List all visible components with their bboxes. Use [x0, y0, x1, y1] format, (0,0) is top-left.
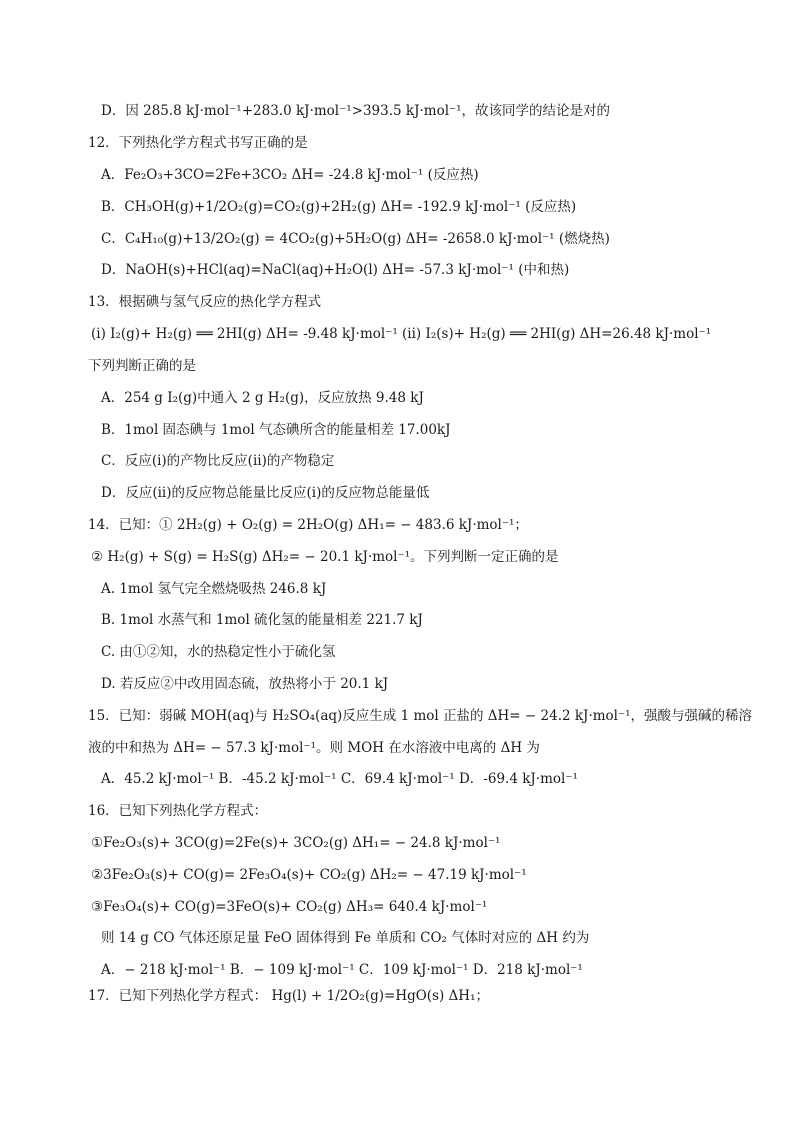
- q16-stem: 16．已知下列热化学方程式：: [88, 803, 268, 819]
- q14-option-a: A. 1mol 氢气完全燃烧吸热 246.8 kJ: [101, 581, 327, 597]
- q15-stem-cont: 液的中和热为 ΔH= − 57.3 kJ·mol⁻¹。则 MOH 在水溶液中电离的 ΔH 为: [88, 740, 540, 756]
- q13-stem: 13．根据碘与氢气反应的热化学方程式: [88, 294, 322, 310]
- q13-option-b: B．1mol 固态碘与 1mol 气态碘所含的能量相差 17.00kJ: [101, 422, 451, 438]
- q13-option-a: A．254 g I₂(g)中通入 2 g H₂(g)，反应放热 9.48 kJ: [101, 390, 424, 406]
- q15-options: A．45.2 kJ·mol⁻¹ B．-45.2 kJ·mol⁻¹ C．69.4 kJ·mol⁻¹ D．-69.4 kJ·mol⁻¹: [101, 771, 578, 787]
- q17-stem: 17．已知下列热化学方程式： Hg(l) + 1/2O₂(g)=HgO(s) ΔH₁；: [88, 988, 489, 1004]
- q12-option-d: D．NaOH(s)+HCl(aq)=NaCl(aq)+H₂O(l) ΔH= -57.3 kJ·mol⁻¹ (中和热): [101, 262, 570, 278]
- q16-equation-3: ③Fe₃O₄(s)+ CO(g)=3FeO(s)+ CO₂(g) ΔH₃= 640.4 kJ·mol⁻¹: [91, 899, 488, 915]
- q14-option-c: C. 由①②知，水的热稳定性小于硫化氢: [101, 644, 336, 660]
- q13-option-d: D．反应(ii)的反应物总能量比反应(i)的反应物总能量低: [101, 485, 430, 501]
- q14-option-d: D. 若反应②中改用固态硫，放热将小于 20.1 kJ: [101, 676, 389, 692]
- q16-options: A．− 218 kJ·mol⁻¹ B．− 109 kJ·mol⁻¹ C．109 kJ·mol⁻¹ D．218 kJ·mol⁻¹: [101, 962, 583, 978]
- q16-equation-2: ②3Fe₂O₃(s)+ CO(g)= 2Fe₃O₄(s)+ CO₂(g) ΔH₂= − 47.19 kJ·mol⁻¹: [91, 867, 527, 883]
- q11-option-d: D．因 285.8 kJ·mol⁻¹+283.0 kJ·mol⁻¹>393.5 kJ·mol⁻¹，故该同学的结论是对的: [101, 103, 611, 119]
- q12-option-a: A．Fe₂O₃+3CO=2Fe+3CO₂ ΔH= -24.8 kJ·mol⁻¹ (反应热): [101, 167, 479, 183]
- q16-question: 则 14 g CO 气体还原足量 FeO 固体得到 Fe 单质和 CO₂ 气体时对应的 ΔH 约为: [101, 930, 590, 946]
- q13-prompt: 下列判断正确的是: [88, 358, 196, 374]
- q15-stem: 15．已知：弱碱 MOH(aq)与 H₂SO₄(aq)反应生成 1 mol 正盐的 ΔH= − 24.2 kJ·mol⁻¹，强酸与强碱的稀溶: [88, 708, 753, 724]
- q12-option-c: C．C₄H₁₀(g)+13/2O₂(g) = 4CO₂(g)+5H₂O(g) ΔH= -2658.0 kJ·mol⁻¹ (燃烧热): [101, 231, 610, 247]
- q12-stem: 12．下列热化学方程式书写正确的是: [88, 135, 308, 151]
- q14-stem: 14．已知：① 2H₂(g) + O₂(g) = 2H₂O(g) ΔH₁= − 483.6 kJ·mol⁻¹；: [88, 517, 528, 533]
- q12-option-b: B．CH₃OH(g)+1/2O₂(g)=CO₂(g)+2H₂(g) ΔH= -192.9 kJ·mol⁻¹ (反应热): [101, 199, 577, 215]
- q16-equation-1: ①Fe₂O₃(s)+ 3CO(g)=2Fe(s)+ 3CO₂(g) ΔH₁= − 24.8 kJ·mol⁻¹: [91, 835, 501, 851]
- q13-equations: (i) I₂(g)+ H₂(g) ══ 2HI(g) ΔH= -9.48 kJ·mol⁻¹ (ii) I₂(s)+ H₂(g) ══ 2HI(g) ΔH=26.48 kJ·mol⁻¹: [91, 326, 712, 342]
- q14-option-b: B. 1mol 水蒸气和 1mol 硫化氢的能量相差 221.7 kJ: [101, 612, 423, 628]
- q13-option-c: C．反应(i)的产物比反应(ii)的产物稳定: [101, 453, 335, 469]
- q14-equation-2: ② H₂(g) + S(g) = H₂S(g) ΔH₂= − 20.1 kJ·mol⁻¹。下列判断一定正确的是: [91, 549, 559, 565]
